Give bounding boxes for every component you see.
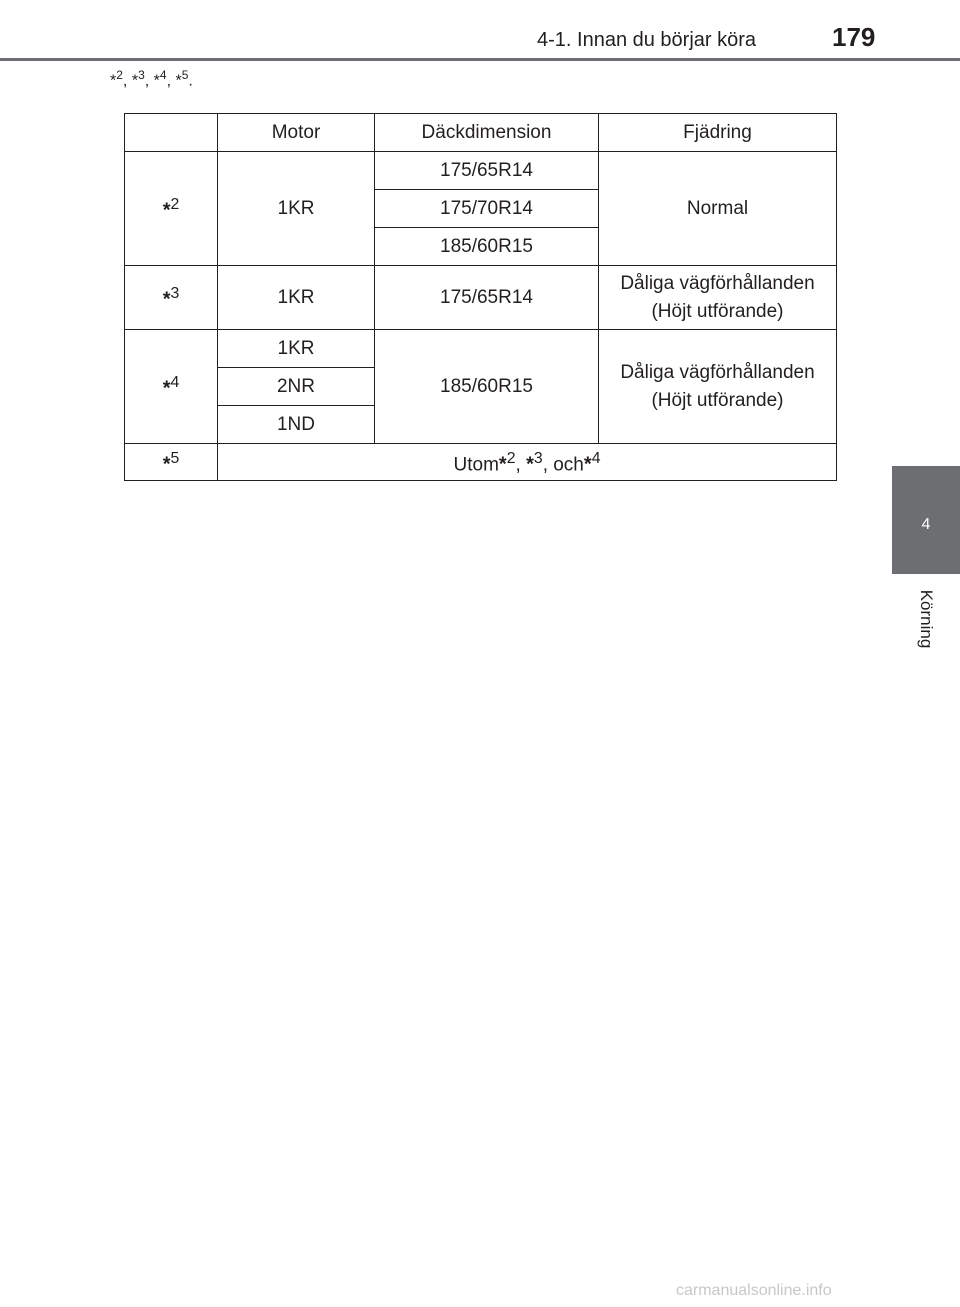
suspension-cell: Normal [599,152,837,266]
terminator: . [188,72,193,90]
chapter-tab [892,466,960,574]
page-header [0,0,960,60]
exception-cell [218,444,837,481]
footnote-ref: 2 [170,196,180,214]
asterisk-icon: * [498,453,507,476]
asterisk-icon: * [526,453,534,476]
asterisk-icon: * [162,199,171,222]
page-number: 179 [832,22,876,52]
table-header-row [125,114,837,152]
motor-cell: 1KR [218,266,375,330]
header-cell-tire-dimension: Däckdimension [375,114,599,152]
motor-cell: 1KR [218,330,375,368]
mark-cell [125,266,218,330]
tire-cell: 185/60R15 [375,330,599,444]
suspension-line: (Höjt utförande) [651,389,784,411]
asterisk-icon: * [162,453,171,476]
asterisk-icon: * [131,72,139,90]
chapter-label-container [892,574,960,664]
header-cell-empty [125,114,218,152]
separator: , [166,72,172,90]
footnote-ref: 3 [533,449,543,467]
footnote-ref: 3 [170,285,180,303]
separator: , och [542,454,584,476]
tire-cell: 175/65R14 [375,266,599,330]
header-rule [0,58,960,61]
suspension-line: Dåliga vägförhållanden [620,272,815,294]
separator: , [515,454,527,476]
asterisk-icon: * [110,72,117,90]
suspension-cell [599,266,837,330]
tire-cell: 175/65R14 [375,152,599,190]
tire-suspension-table [124,113,837,481]
asterisk-icon: * [162,288,171,311]
exception-prefix: Utom [453,454,499,476]
footnote-ref: 3 [138,68,145,82]
section-title: 4-1. Innan du börjar köra [537,29,757,51]
table-row [125,330,837,368]
chapter-label: Körning [917,589,936,649]
header-cell-motor: Motor [218,114,375,152]
separator: , [144,72,150,90]
intro-marks [110,68,193,90]
footnote-ref: 5 [181,68,189,82]
mark-cell [125,152,218,266]
table-row [125,152,837,190]
tire-cell: 185/60R15 [375,228,599,266]
footnote-ref: 4 [159,68,167,82]
table-row [125,444,837,481]
tire-cell: 175/70R14 [375,190,599,228]
asterisk-icon: * [175,72,182,90]
table-row [125,266,837,330]
suspension-line: Dåliga vägförhållanden [620,361,815,383]
suspension-line: (Höjt utförande) [651,300,784,322]
footnote-ref: 2 [116,68,123,82]
mark-cell [125,330,218,444]
watermark-text: carmanualsonline.info [676,1282,832,1299]
motor-cell: 2NR [218,368,375,406]
motor-cell: 1ND [218,406,375,444]
separator: , [122,72,128,90]
footnote-ref: 4 [170,374,180,392]
asterisk-icon: * [162,377,171,400]
header-cell-suspension: Fjädring [599,114,837,152]
footnote-ref: 5 [170,449,180,467]
asterisk-icon: * [153,72,160,90]
motor-cell: 1KR [218,152,375,266]
chapter-number: 4 [921,516,931,533]
footnote-ref: 2 [506,449,516,467]
suspension-cell [599,330,837,444]
footnote-ref: 4 [591,449,601,467]
mark-cell [125,444,218,481]
asterisk-icon: * [583,453,592,476]
